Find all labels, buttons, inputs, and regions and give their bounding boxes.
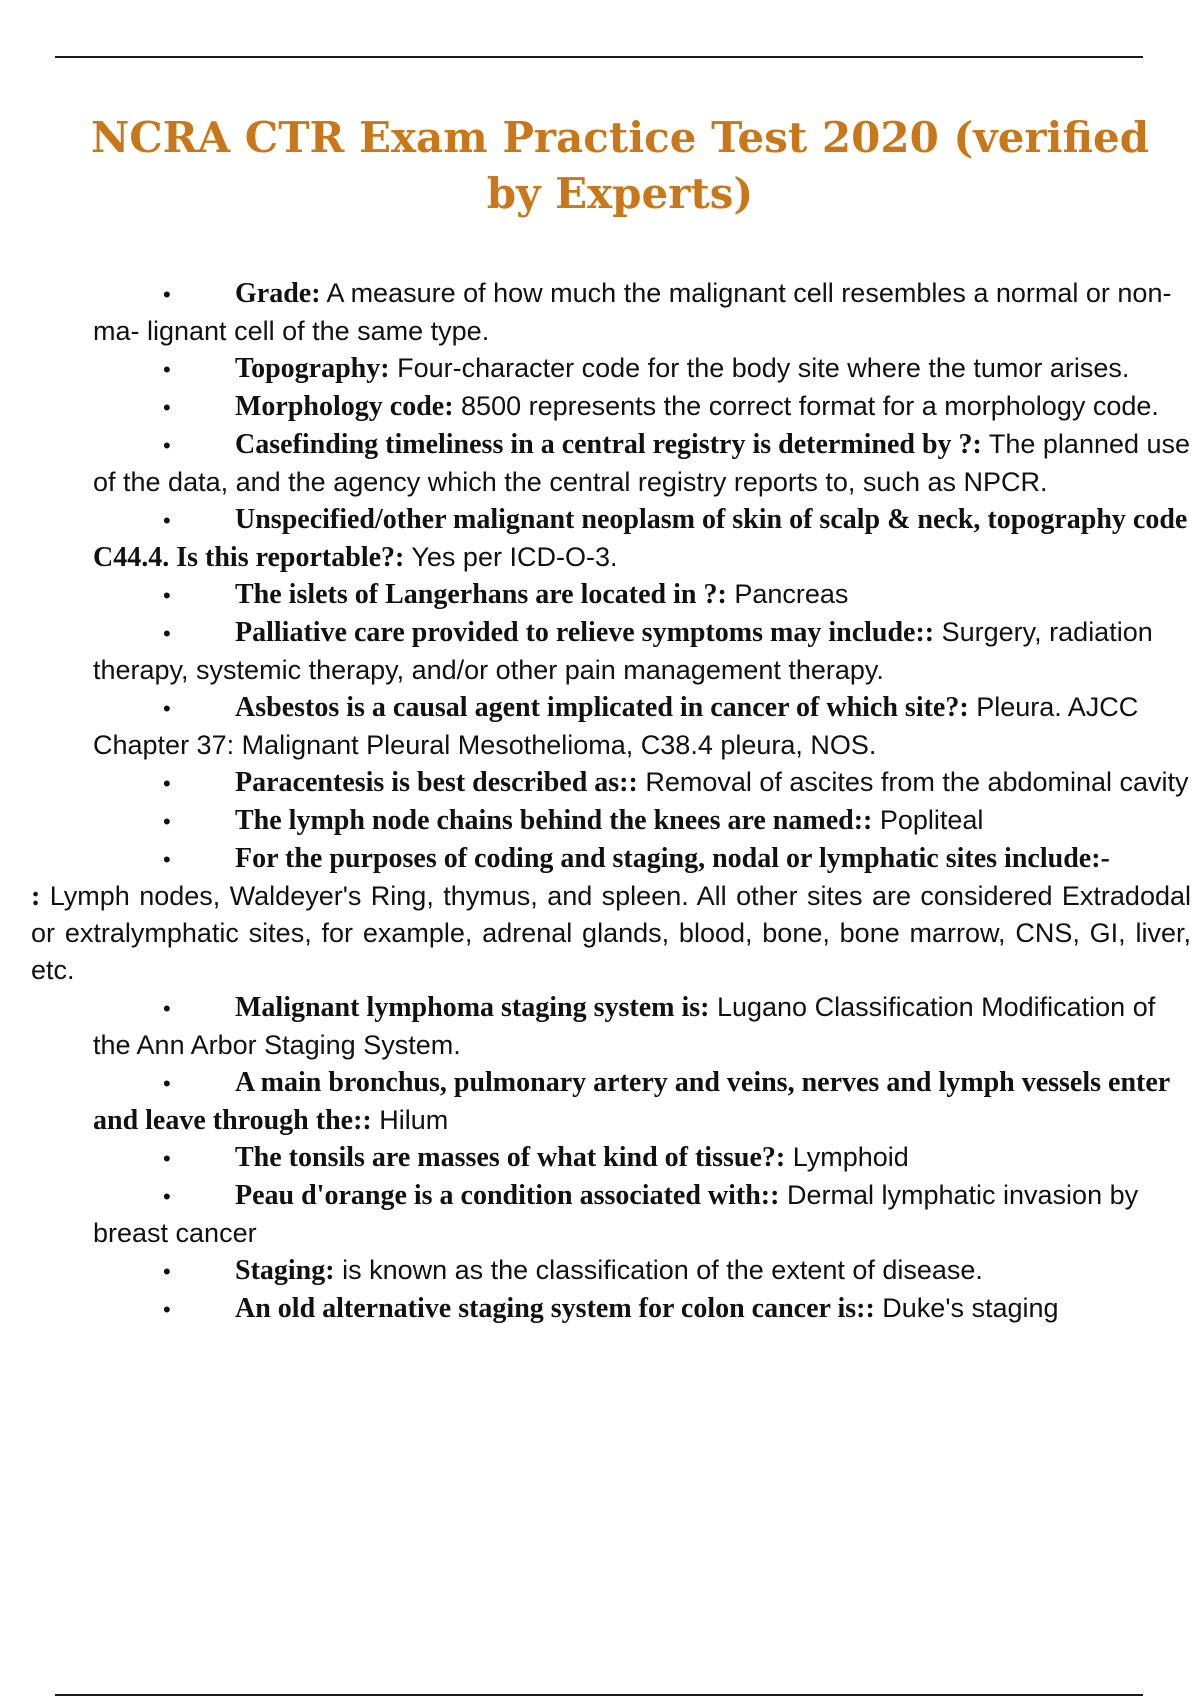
list-item [93, 1290, 1193, 1328]
answer: 8500 represents the correct format for a morphology code. [453, 391, 1159, 421]
question: Paracentesis is best described as:: [235, 767, 638, 798]
list-item [93, 802, 1193, 840]
answer: The planned use of the data, and the agency which the central registry reports to, such as NPCR. [93, 429, 1191, 497]
list-item [93, 275, 1193, 350]
answer: Duke's staging [874, 1293, 1059, 1323]
list-item [93, 426, 1193, 501]
question: Unspecified/other malignant neoplasm of skin of scalp & neck, topography code C44.4. Is this reportable?: [93, 504, 1188, 573]
answer: Pancreas [726, 579, 849, 609]
list-item [93, 501, 1193, 576]
bullet-icon: • [163, 847, 171, 872]
bullet-icon: • [163, 1071, 171, 1096]
question: The tonsils are masses of what kind of tissue?: [235, 1142, 786, 1173]
question: Topography: [235, 353, 390, 384]
bullet-icon: • [163, 771, 171, 796]
bullet-icon: • [163, 282, 171, 307]
question: Palliative care provided to relieve symptoms may include:: [235, 617, 935, 648]
list-item [93, 764, 1193, 802]
question: Asbestos is a causal agent implicated in cancer of which site?: [235, 692, 969, 723]
answer: Yes per ICD-O-3. [404, 542, 618, 572]
question: For the purposes of coding and staging, nodal or lymphatic sites include:- [235, 843, 1110, 874]
answer: Pleura. AJCC Chapter 37: Malignant Pleural Mesothelioma, C38.4 pleura, NOS. [93, 692, 1139, 760]
list-item [93, 614, 1193, 689]
bullet-icon: • [163, 1146, 171, 1171]
list-item [93, 350, 1193, 388]
list-item [93, 689, 1193, 764]
answer: Lymphoid [785, 1142, 909, 1172]
question: Malignant lymphoma staging system is: [235, 992, 710, 1023]
bullet-icon: • [163, 996, 171, 1021]
continuation-lead: : [31, 881, 41, 912]
question: The islets of Langerhans are located in ?: [235, 579, 727, 610]
answer: Lugano Classification Modification of the Ann Arbor Staging System. [93, 992, 1156, 1060]
question: An old alternative staging system for colon cancer is:: [235, 1293, 875, 1324]
answer: Four-character code for the body site where the tumor arises. [389, 353, 1130, 383]
list-item [93, 1064, 1193, 1139]
list-item [93, 989, 1193, 1064]
bullet-icon: • [163, 583, 171, 608]
question: A main bronchus, pulmonary artery and veins, nerves and lymph vessels enter and leave through the:: [93, 1067, 1170, 1136]
bullet-icon: • [163, 357, 171, 382]
bullet-icon: • [163, 1259, 171, 1284]
continuation-text: Lymph nodes, Waldeyer's Ring, thymus, and spleen. All other sites are considered Extradodal or extralymphatic sites, for example, adrenal glands, blood, bone, bone marrow, CNS, GI, liver, etc. [31, 881, 1191, 985]
question: Grade: [235, 278, 321, 309]
answer: Hilum [371, 1105, 449, 1135]
list-item-continuation [31, 878, 1191, 989]
answer: A measure of how much the malignant cell resembles a normal or non-ma- lignant cell of the same type. [93, 278, 1172, 346]
bullet-icon: • [163, 696, 171, 721]
list-item [93, 1139, 1193, 1177]
answer: Removal of ascites from the abdominal cavity [637, 767, 1189, 797]
bullet-icon: • [163, 395, 171, 420]
bullet-icon: • [163, 1184, 171, 1209]
question: Peau d'orange is a condition associated with:: [235, 1180, 780, 1211]
bullet-icon: • [163, 508, 171, 533]
bullet-icon: • [163, 621, 171, 646]
list-item [93, 840, 1193, 878]
qa-list [31, 275, 1193, 1328]
list-item [93, 1252, 1193, 1290]
question: The lymph node chains behind the knees are named:: [235, 805, 873, 836]
bottom-rule [55, 1694, 1143, 1696]
bullet-icon: • [163, 433, 171, 458]
answer: Surgery, radiation therapy, systemic therapy, and/or other pain management therapy. [93, 617, 1153, 685]
answer: Popliteal [872, 805, 984, 835]
answer: is known as the classification of the extent of disease. [334, 1255, 983, 1285]
list-item [93, 388, 1193, 426]
list-item [93, 1177, 1193, 1252]
question: Morphology code: [235, 391, 454, 422]
top-rule [55, 56, 1143, 58]
page-title: NCRA CTR Exam Practice Test 2020 (verified by Experts) [90, 113, 1150, 218]
question: Staging: [235, 1255, 335, 1286]
question: Casefinding timeliness in a central registry is determined by ?: [235, 429, 982, 460]
answer: Dermal lymphatic invasion by breast cancer [93, 1180, 1139, 1248]
bullet-icon: • [163, 809, 171, 834]
bullet-icon: • [163, 1297, 171, 1322]
list-item [93, 576, 1193, 614]
